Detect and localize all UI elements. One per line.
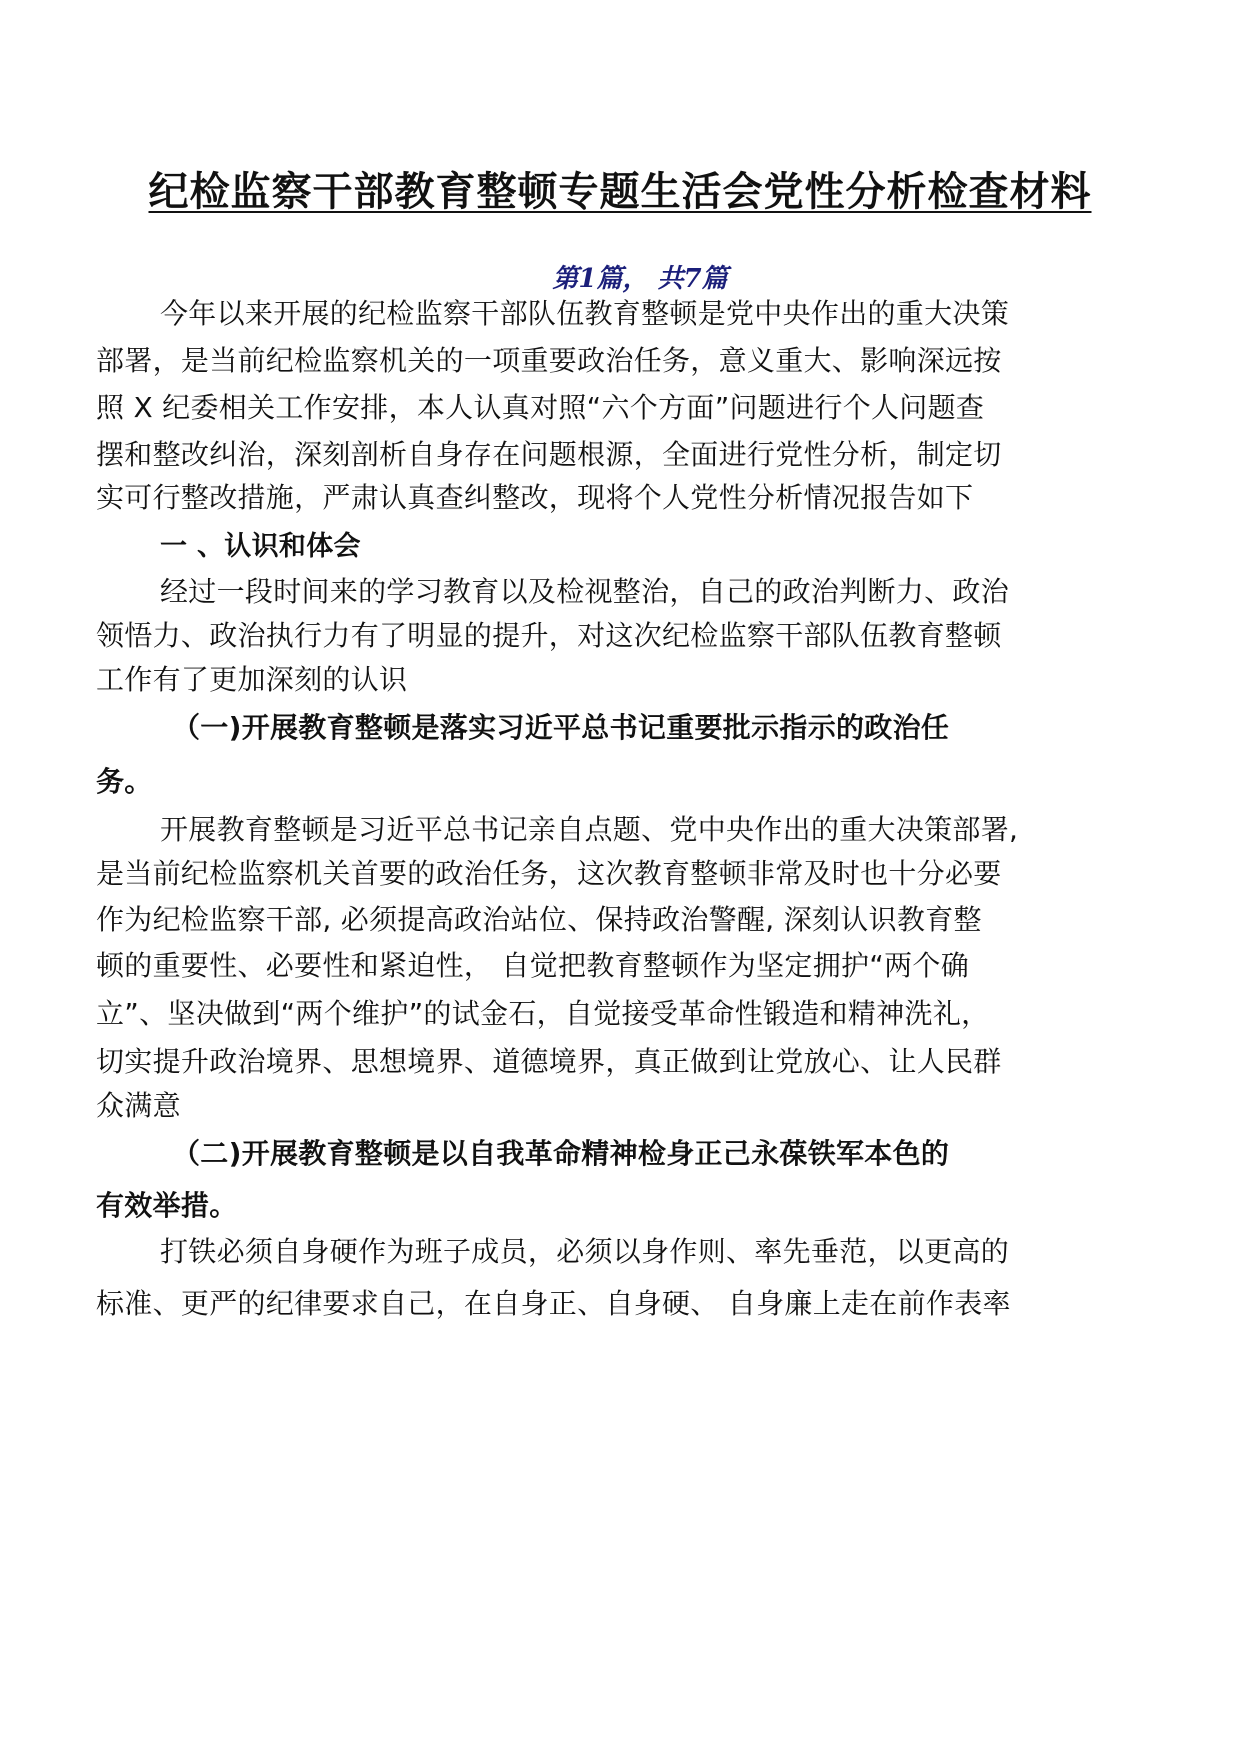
intro-line: 摆和整改纠治，深刻剖析自身存在问题根源，全面进行党性分析，制定切: [96, 438, 1002, 471]
subsection-heading: （二)开展教育整顿是以自我革命精神检身正己永葆铁军本色的: [172, 1137, 950, 1170]
subsection-text-line: 标准、更严的纪律要求自己，在自身正、自身硬、 自身廉上走在前作表率: [96, 1287, 1011, 1320]
document-title: 纪检监察干部教育整顿专题生活会党性分析检查材料: [148, 168, 1092, 215]
subsection-heading: （一)开展教育整顿是落实习近平总书记重要批示指示的政治任: [172, 711, 950, 744]
part-label: 第1篇， 共7篇: [552, 264, 728, 294]
subsection-text-line: 作为纪检监察干部, 必须提高政治站位、保持政治警醒, 深刻认识教育整: [96, 903, 982, 936]
intro-line: 照 X 纪委相关工作安排，本人认真对照“六个方面”问题进行个人问题查: [96, 391, 985, 424]
section-heading: 一 、认识和体会: [160, 531, 361, 562]
intro-line: 部署，是当前纪检监察机关的一项重要政治任务，意义重大、影响深远按: [96, 344, 1002, 377]
subsection-text-line: 是当前纪检监察机关首要的政治任务，这次教育整顿非常及时也十分必要: [96, 857, 1002, 890]
section-text-line: 工作有了更加深刻的认识: [96, 663, 408, 696]
subsection-text-line: 顿的重要性、必要性和紧迫性， 自觉把教育整顿作为坚定拥护“两个确: [96, 949, 970, 982]
subsection-text-line: 开展教育整顿是习近平总书记亲自点题、党中央作出的重大决策部署,: [160, 813, 1019, 846]
section-text-line: 领悟力、政治执行力有了明显的提升，对这次纪检监察干部队伍教育整顿: [96, 619, 1002, 652]
subsection-heading: 有效举措。: [96, 1189, 238, 1222]
subsection-text-line: 众满意: [96, 1089, 181, 1122]
subsection-text-line: 立”、坚决做到“两个维护”的试金石，自觉接受革命性锻造和精神洗礼，: [96, 997, 990, 1030]
subsection-heading: 务。: [96, 765, 153, 798]
subsection-text-line: 切实提升政治境界、思想境界、道德境界，真正做到让党放心、让人民群: [96, 1045, 1002, 1078]
intro-line: 今年以来开展的纪检监察干部队伍教育整顿是党中央作出的重大决策: [160, 297, 1010, 330]
section-text-line: 经过一段时间来的学习教育以及检视整治，自己的政治判断力、政治: [160, 575, 1010, 608]
intro-line: 实可行整改措施，严肃认真查纠整改，现将个人党性分析情况报告如下: [96, 481, 974, 514]
subsection-text-line: 打铁必须自身硬作为班子成员，必须以身作则、率先垂范，以更高的: [160, 1235, 1010, 1268]
